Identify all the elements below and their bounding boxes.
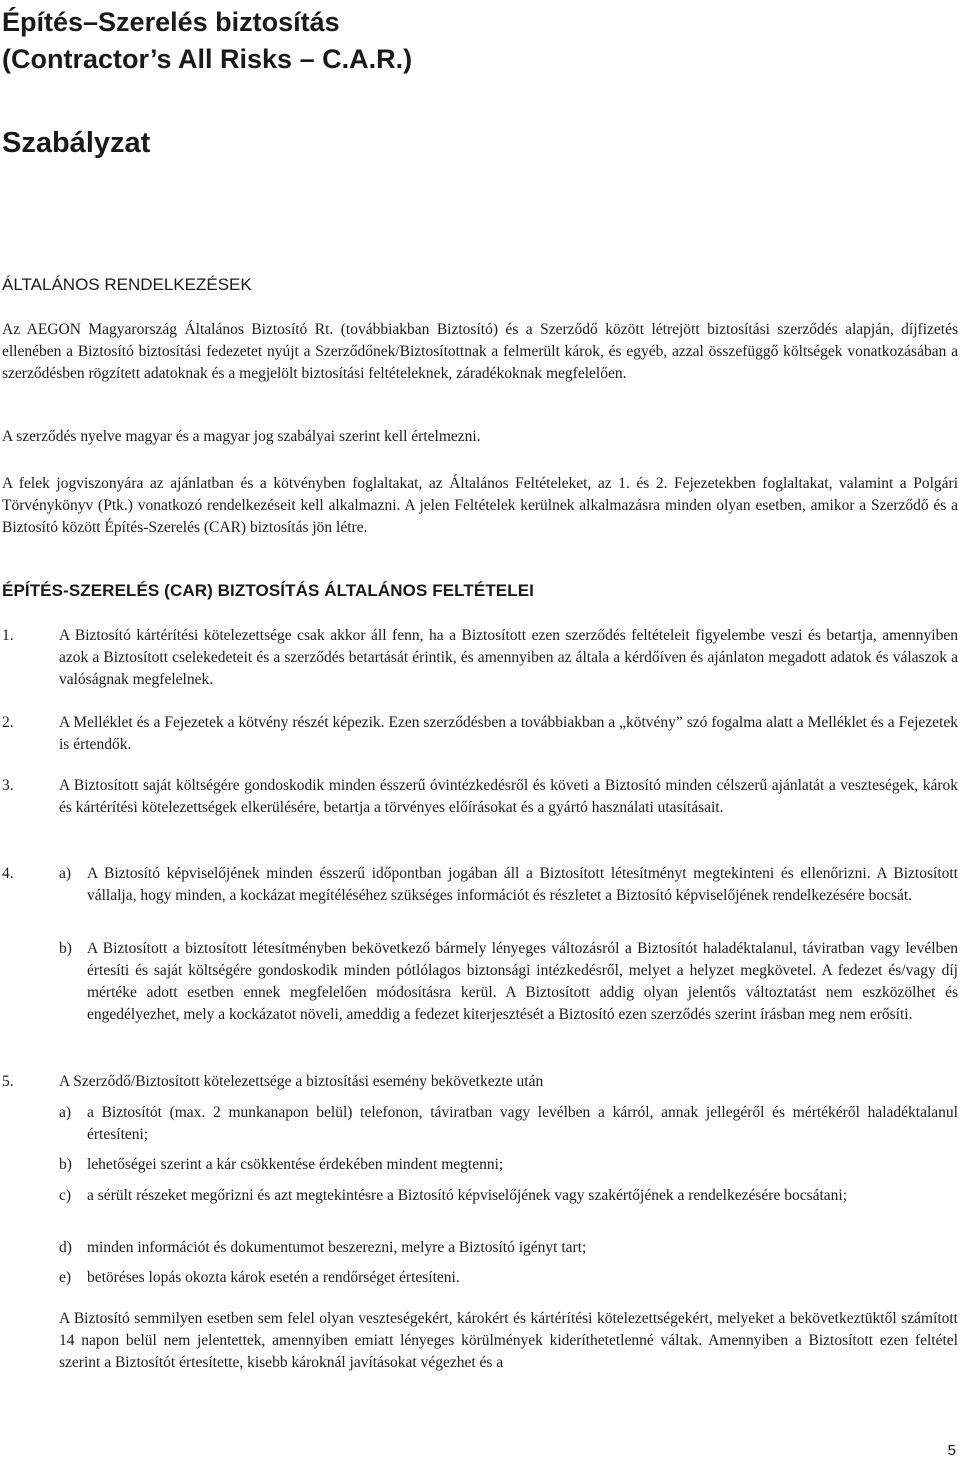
- general-paragraph-2: A szerződés nyelve magyar és a magyar jog szabályai szerint kell értelmezni.: [2, 428, 481, 445]
- item-5-closing: A Biztosító semmilyen esetben sem felel olyan veszteségekért, károkért és kártérítési kötelezettségekért, melyeket a bekövetkeztüktől számított 14 napon belül nem jelentettek, amennyiben emiatt lényeges körülmények kideríthetetlenné váltak. Amennyiben a Biztosított ezen feltétel szerint a Biztosítót értesítette, kisebb károknál javításokat végezhet és a: [59, 1310, 958, 1371]
- item-5d-letter: d): [59, 1239, 72, 1256]
- item-5-intro: A Szerződő/Biztosított kötelezettsége a biztosítási esemény bekövetkezte után: [59, 1073, 544, 1090]
- item-5a-text: a Biztosítót (max. 2 munkanapon belül) telefonon, táviratban vagy levélben a kárról, annak jellegéről és mértékéről haladéktalanul értesíteni;: [87, 1104, 958, 1143]
- item-2-text: A Melléklet és a Fejezetek a kötvény részét képezik. Ezen szerződésben a továbbiakban a „kötvény” szó fogalma alatt a Melléklet és a Fejezetek is értendők.: [59, 714, 958, 753]
- item-5d-text: minden információt és dokumentumot beszerezni, melyre a Biztosító igényt tart;: [87, 1239, 587, 1256]
- item-5b-letter: b): [59, 1156, 72, 1173]
- item-5c-text: a sérült részeket megőrizni és azt megtekintésre a Biztosító képviselőjének vagy szakértőjének a rendelkezésére bocsátani;: [87, 1187, 848, 1204]
- item-3-number: 3.: [2, 777, 14, 794]
- item-1-text: A Biztosító kártérítési kötelezettsége csak akkor áll fenn, ha a Biztosított ezen szerződés feltételeit figyelembe veszi és betartja, amennyiben azok a Biztosított cselekedeteit és a szerződés betartását érintik, és amennyiben az általa a kérdőíven és ajánlaton megadott adatok és válaszok a valóságnak megfelelnek.: [59, 627, 958, 688]
- document-title: [2, 4, 412, 78]
- document-subtitle: Szabályzat: [2, 127, 151, 159]
- item-5e-text: betöréses lopás okozta károk esetén a rendőrséget értesíteni.: [87, 1269, 460, 1286]
- general-paragraph-1: Az AEGON Magyarország Általános Biztosító Rt. (továbbiakban Biztosító) és a Szerződő között létrejött biztosítási szerződés alapján, díjfizetés ellenében a Biztosító biztosítási fedezetet nyújt a Szerződőnek/Biztosítottnak a felmerült károk, és egyéb, azzal összefüggő költségek vonatkozásában a szerződésben rögzített adatoknak és a megjelölt biztosítási feltételeknek, záradékoknak megfelelően.: [2, 321, 958, 382]
- item-5a-letter: a): [59, 1104, 72, 1121]
- general-paragraph-3: A felek jogviszonyára az ajánlatban és a kötvényben foglaltakat, az Általános Feltételeket, az 1. és 2. Fejezetekben foglaltakat, valamint a Polgári Törvénykönyv (Ptk.) vonatkozó rendelkezéseit kell alkalmazni. A jelen Feltételek kerülnek alkalmazásra minden olyan esetben, amikor a Szerződő és a Biztosító között Építés-Szerelés (CAR) biztosítás jön létre.: [2, 475, 958, 536]
- item-4b-letter: b): [59, 940, 72, 957]
- item-2-number: 2.: [2, 714, 14, 731]
- item-3-text: A Biztosított saját költségére gondoskodik minden ésszerű óvintézkedésről és követi a Biztosító minden célszerű ajánlatát a veszteségek, károk és kártérítési kötelezettségek elkerülésére, betartja a törvényes előírásokat és a gyártó használati utasításait.: [59, 777, 958, 816]
- item-5e-letter: e): [59, 1269, 72, 1286]
- title-line-1: Építés–Szerelés biztosítás: [2, 7, 340, 37]
- page-number: 5: [947, 1442, 956, 1459]
- general-provisions-heading: ÁLTALÁNOS RENDELKEZÉSEK: [2, 275, 252, 294]
- item-4-number: 4.: [2, 865, 14, 882]
- car-conditions-heading: ÉPÍTÉS-SZERELÉS (CAR) BIZTOSÍTÁS ÁLTALÁNOS FELTÉTELEI: [2, 581, 534, 600]
- item-5c-letter: c): [59, 1187, 72, 1204]
- item-5b-text: lehetőségei szerint a kár csökkentése érdekében mindent megtenni;: [87, 1156, 504, 1173]
- item-1-number: 1.: [2, 627, 14, 644]
- item-4b-text: A Biztosított a biztosított létesítményben bekövetkező bármely lényeges változásról a Biztosítót haladéktalanul, táviratban vagy levélben értesíti és saját költségére gondoskodik minden pótlólagos biztonsági intézkedésről, melyet a helyzet megkövetel. A fedezet és/vagy díj mértéke adott esetben ennek megfelelően módosításra kerül. A Biztosított addig olyan jelentős változtatást nem eszközölhet és engedélyezhet, mely a kockázatot növeli, ameddig a fedezet kiterjesztését a Biztosító ezen szerződés szerint írásban meg nem erősíti.: [87, 940, 958, 1023]
- item-4a-letter: a): [59, 865, 72, 882]
- item-5-number: 5.: [2, 1073, 14, 1090]
- item-4a-text: A Biztosító képviselőjének minden ésszerű időpontban jogában áll a Biztosított létesítményt megtekinteni és ellenőrizni. A Biztosított vállalja, hogy minden, a kockázat megítéléséhez szükséges információt és részletet a Biztosító képviselőjének rendelkezésére bocsát.: [87, 865, 958, 904]
- title-line-2: (Contractor’s All Risks – C.A.R.): [2, 44, 413, 74]
